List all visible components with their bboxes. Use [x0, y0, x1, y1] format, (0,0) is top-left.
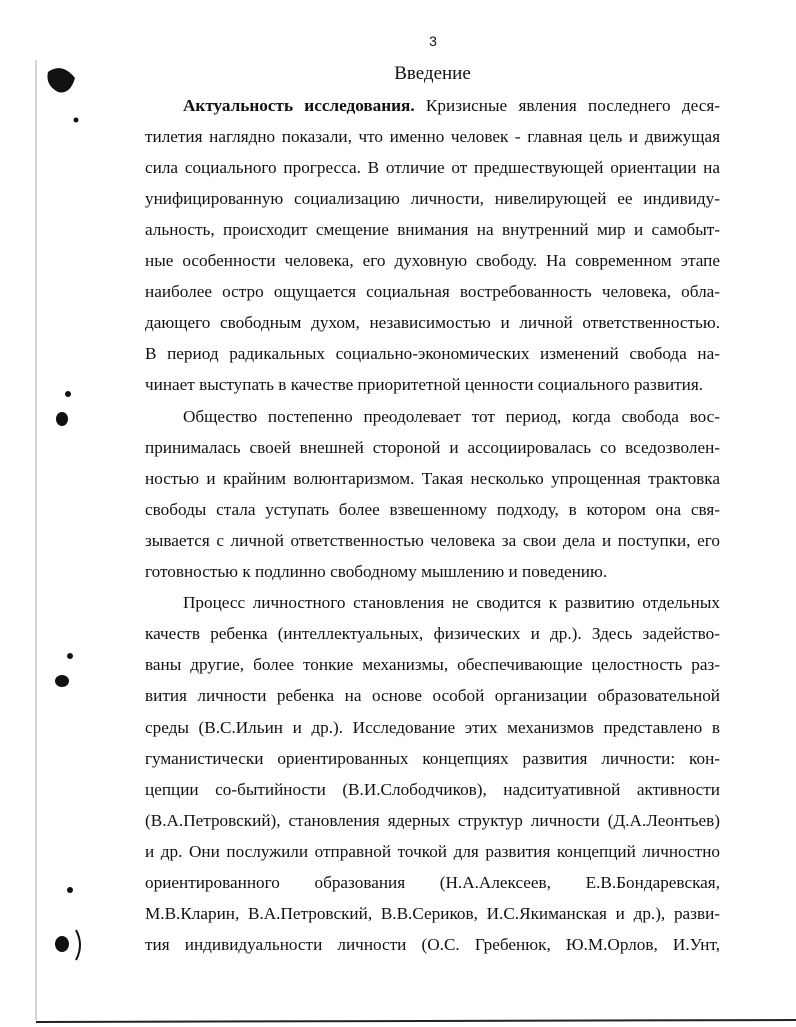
line-text: сила социального прогресса. В отличие от предшествующей ориентации на: [145, 158, 720, 178]
scan-dot: [65, 391, 71, 397]
text-line: [183, 407, 720, 427]
text-line: [145, 531, 720, 551]
line-text: ные особенности человека, его духовную свободу. На современном этапе: [145, 251, 720, 271]
text-line: [183, 593, 720, 613]
line-text: наиболее остро ощущается социальная востребованность человека, обла-: [145, 282, 720, 302]
text-line: [145, 127, 720, 147]
scan-stroke: [76, 930, 80, 960]
text-line: [145, 438, 720, 458]
line-text: тилетия наглядно показали, что именно человек - главная цель и движущая: [145, 127, 720, 147]
line-text: ностью и крайним волюнтаризмом. Такая несколько упрощенная трактовка: [145, 469, 720, 489]
punch-hole-mark: [55, 936, 69, 952]
scan-dot: [67, 653, 73, 659]
line-text: Кризисные явления последнего деся-: [414, 96, 720, 115]
line-text: альность, происходит смещение внимания на внутренний мир и самобыт-: [145, 220, 720, 240]
line-text: вития личности ребенка на основе особой организации образовательной: [145, 686, 720, 706]
text-line: [145, 624, 720, 644]
text-line: [145, 313, 720, 333]
punch-hole-mark: [47, 68, 75, 92]
text-line: [145, 251, 720, 271]
line-text: Процесс личностного становления не сводится к развитию отдельных: [183, 593, 720, 613]
page-number: 3: [429, 33, 437, 49]
scan-dot: [67, 887, 73, 893]
line-text: качеств ребенка (интеллектуальных, физических и др.). Здесь задейство-: [145, 624, 720, 644]
line-text: чинает выступать в качестве приоритетной ценности социального развития.: [145, 375, 704, 395]
line-text: Общество постепенно преодолевает тот период, когда свобода вос-: [183, 407, 720, 426]
bold-lead-in: Актуальность исследования.: [183, 96, 415, 115]
line-text: (В.А.Петровский), становления ядерных структур личности (Д.А.Леонтьев): [145, 810, 720, 830]
line-text: зывается с личной ответственностью человека за свои дела и поступки, его: [145, 531, 720, 551]
text-line: [145, 749, 720, 769]
line-text: М.В.Кларин, В.А.Петровский, В.В.Сериков, И.С.Якиманская и др.), разви-: [145, 903, 720, 923]
text-line: [145, 562, 720, 582]
line-text: готовностью к подлинно свободному мышлению и поведению.: [145, 562, 608, 582]
text-line: [145, 842, 720, 862]
line-text: тия индивидуальности личности (О.С. Гребенюк, Ю.М.Орлов, И.Унт,: [145, 934, 720, 954]
text-line: [183, 96, 720, 116]
punch-hole-mark: [55, 675, 69, 687]
line-text: ориентированного образования (Н.А.Алексеев, Е.В.Бондаревская,: [145, 872, 720, 892]
text-line: [145, 718, 720, 738]
line-text: В период радикальных социально-экономических изменений свобода на-: [145, 344, 720, 364]
text-line: [145, 873, 720, 893]
line-text: принималась своей внешней стороной и ассоциировалась со вседозволен-: [145, 438, 720, 458]
text-line: [145, 780, 720, 800]
bottom-edge-line: [36, 1020, 796, 1022]
text-line: [145, 189, 720, 209]
section-heading: Введение: [394, 63, 471, 84]
line-text: гуманистически ориентированных концепциях развития личности: кон-: [145, 748, 720, 768]
line-text: свободы стала уступать более взвешенному подходу, в котором она свя-: [145, 500, 720, 520]
text-line: [145, 811, 720, 831]
text-line: [145, 220, 720, 240]
text-line: [145, 158, 720, 178]
text-line: [145, 282, 720, 302]
line-text: дающего свободным духом, независимостью и личной ответственностью.: [145, 313, 720, 333]
punch-hole-mark: [56, 412, 68, 426]
line-text: цепции со-бытийности (В.И.Слободчиков), надситуативной активности: [145, 779, 720, 799]
text-line: [145, 655, 720, 675]
scan-dot: [74, 118, 79, 123]
text-line: [145, 344, 720, 364]
text-line: [145, 935, 720, 955]
line-text: и др. Они послужили отправной точкой для развития концепций личностно: [145, 841, 720, 861]
line-text: унифицированную социализацию личности, нивелирующей ее индивиду-: [145, 189, 720, 209]
text-line: [145, 500, 720, 520]
text-line: [145, 686, 720, 706]
line-text: среды (В.С.Ильин и др.). Исследование этих механизмов представлено в: [145, 717, 720, 737]
text-line: [145, 469, 720, 489]
text-line: [145, 375, 720, 395]
line-text: ваны другие, более тонкие механизмы, обеспечивающие целостность раз-: [145, 655, 720, 675]
text-line: [145, 904, 720, 924]
